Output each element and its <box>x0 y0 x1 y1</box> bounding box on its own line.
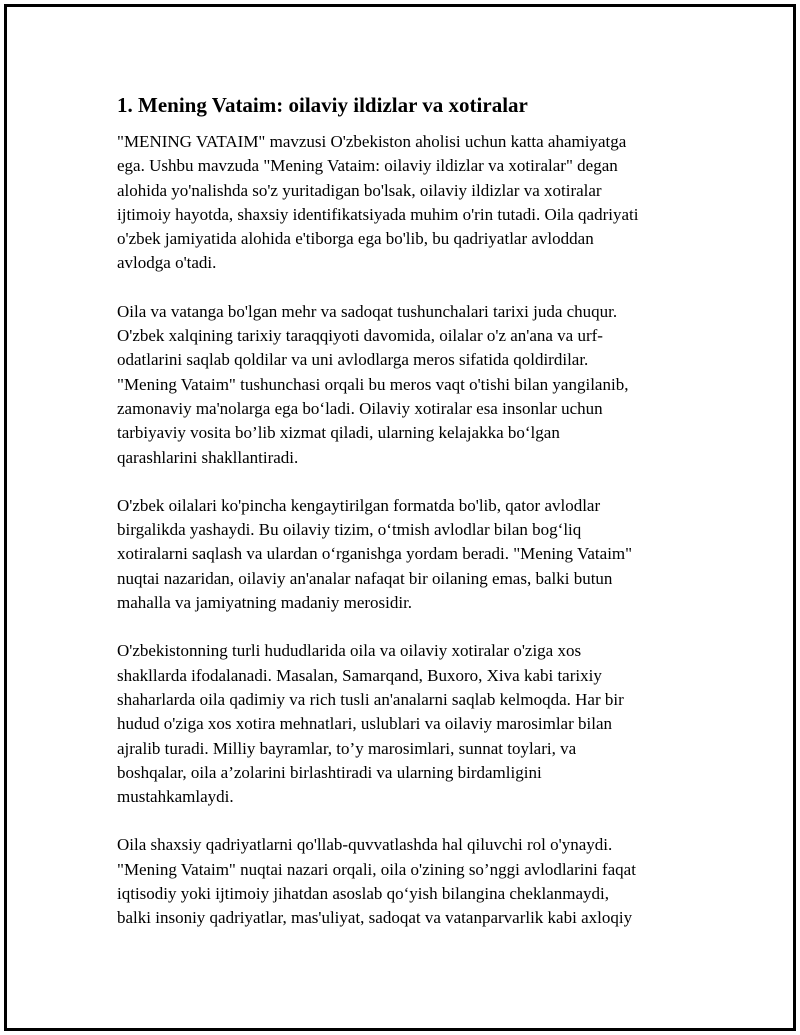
paragraph-2: Oila va vatanga bo'lgan mehr va sadoqat tushunchalari tarixi juda chuqur. O'zbek xalqining tarixiy taraqqiyoti davomida, oilalar o'z an'ana va urf- odatlarini saqlab qoldilar va uni avlodlarga meros sifatida qoldirdilar. "Mening Vataim" tushunchasi orqali bu meros vaqt o'tishi bilan yangilanib, zamonaviy ma'nolarga ega bo‘ladi. Oilaviy xotiralar esa insonlar uchun tarbiyaviy vosita bo’lib xizmat qiladi, ularning kelajakka bo‘lgan qarashlarini shakllantiradi. <box>117 301 629 467</box>
document-body <box>115 92 675 955</box>
paragraph-4: O'zbekistonning turli hududlarida oila va oilaviy xotiralar o'ziga xos shakllarda ifodalanadi. Masalan, Samarqand, Buxoro, Xiva kabi tarixiy shaharlarda oila qadimiy va rich tusli an'analarni saqlab kelmoqda. Har bir hudud o'ziga xos xotira mehnatlari, uslublari va oilaviy marosimlar bilan ajralib turadi. Milliy bayramlar, to’y marosimlari, sunnat toylari, va boshqalar, oila a’zolarini birlashtiradi va ularning birdamligini mustahkamlaydi. <box>117 641 624 807</box>
section-heading: 1. Mening Vataim: oilaviy ildizlar va xotiralar <box>117 93 528 117</box>
paragraph-1: "MENING VATAIM" mavzusi O'zbekiston aholisi uchun katta ahamiyatga ega. Ushbu mavzuda "Mening Vataim: oilaviy ildizlar va xotiralar" degan alohida yo'nalishda so'z yuritadigan bo'lsak, oilaviy ildizlar va xotiralar ijtimoiy hayotda, shaxsiy identifikatsiyada muhim o'rin tutadi. Oila qadriyati o'zbek jamiyatida alohida e'tiborga ega bo'lib, bu qadriyatlar avloddan avlodga o'tadi. <box>117 132 639 273</box>
paragraph-5: Oila shaxsiy qadriyatlarni qo'llab-quvvatlashda hal qiluvchi rol o'ynaydi. "Mening Vataim" nuqtai nazari orqali, oila o'zining so’nggi avlodlarini faqat iqtisodiy yoki ijtimoiy jihatdan asoslab qo‘yish bilangina cheklanmaydi, balki insoniy qadriyatlar, mas'uliyat, sadoqat va vatanparvarlik kabi axloqiy <box>117 835 636 928</box>
paragraph-3: O'zbek oilalari ko'pincha kengaytirilgan formatda bo'lib, qator avlodlar birgalikda yashaydi. Bu oilaviy tizim, o‘tmish avlodlar bilan bog‘liq xotiralarni saqlash va ulardan o‘rganishga yordam beradi. "Mening Vataim" nuqtai nazaridan, oilaviy an'analar nafaqat bir oilaning emas, balki butun mahalla va jamiyatning madaniy merosidir. <box>117 495 633 613</box>
